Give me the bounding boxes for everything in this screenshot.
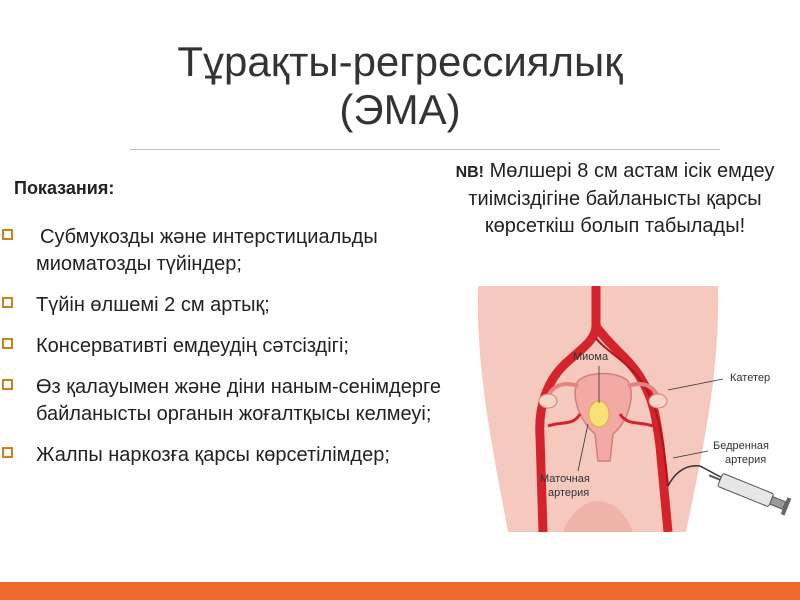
list-item-text: Жалпы наркозға қарсы көрсетілімдер;: [36, 444, 390, 466]
list-item-text: Өз қалауымен және діни наным-сенімдерге байланысты органын жоғалтқысы келмеуі;: [36, 376, 441, 425]
list-item-text: Түйін өлшемі 2 см артық;: [36, 294, 270, 316]
square-bullet-icon: [2, 338, 13, 349]
label-femoral-artery-2: артерия: [725, 454, 767, 466]
label-catheter: Катетер: [730, 372, 771, 384]
syringe-icon: [706, 467, 792, 516]
indications-list: [0, 224, 460, 483]
left-ovary: [539, 394, 557, 408]
square-bullet-icon: [2, 379, 13, 390]
label-femoral-artery-1: Бедренная: [713, 440, 769, 452]
uterine-artery-embolization-illustration: [468, 286, 800, 532]
nb-text: Мөлшері 8 см астам ісік емдеу тиімсіздігіне байланысты қарсы көрсеткіш болып табылады!: [468, 160, 775, 237]
title-divider: [130, 149, 720, 150]
square-bullet-icon: [2, 447, 13, 458]
list-item: [0, 224, 460, 278]
list-item-text: Субмукозды және интерстициальды миоматозды түйіндер;: [36, 226, 378, 275]
list-item: [0, 442, 460, 469]
list-item-text: Консервативті емдеудің сәтсіздігі;: [36, 335, 349, 357]
slide-title: [0, 38, 800, 134]
list-item: [0, 374, 460, 428]
list-item: [0, 333, 460, 360]
fibroid: [589, 401, 609, 427]
nb-prefix: NB!: [455, 164, 484, 181]
list-item: [0, 292, 460, 319]
label-uterine-artery-1: Маточная: [540, 473, 590, 485]
title-line-1: Тұрақты-регрессиялық: [177, 38, 623, 85]
label-mioma: Миома: [573, 351, 609, 363]
right-ovary: [649, 394, 667, 408]
nb-note: [430, 158, 800, 240]
square-bullet-icon: [2, 297, 13, 308]
footer-accent-bar: [0, 582, 800, 600]
title-line-2: (ЭМА): [339, 86, 461, 133]
indications-heading: Показания:: [14, 178, 115, 198]
label-uterine-artery-2: артерия: [548, 487, 590, 499]
square-bullet-icon: [2, 229, 13, 240]
